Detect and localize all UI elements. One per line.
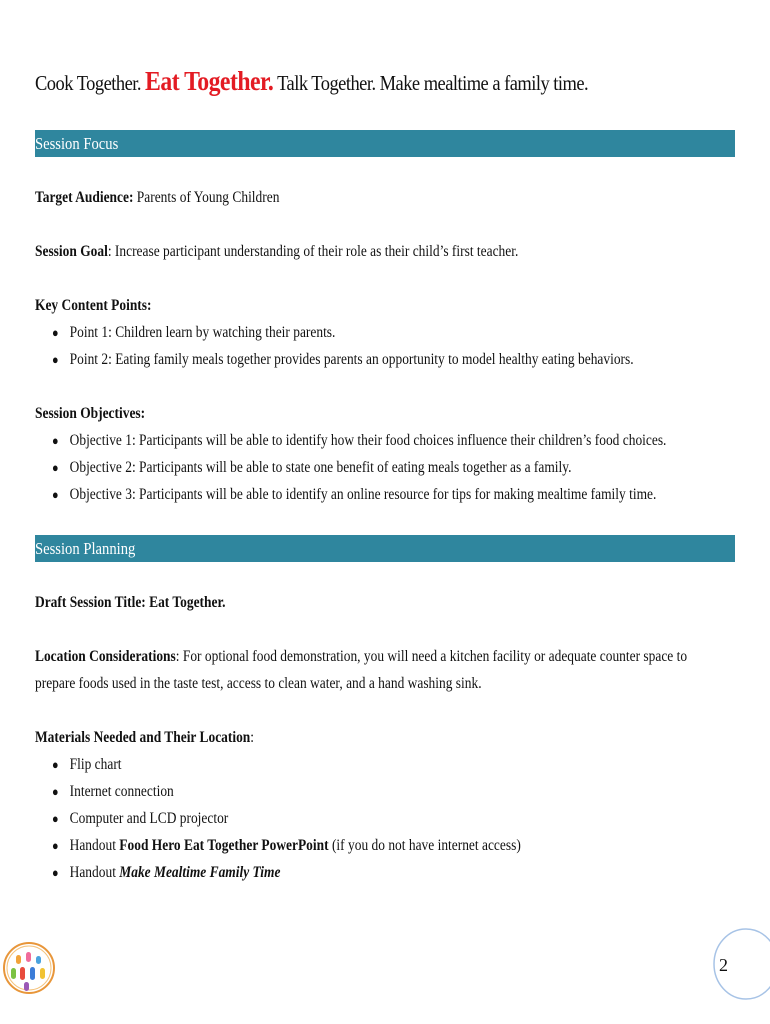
bullet-icon: ● [52, 433, 59, 448]
list-item: ● Point 1: Children learn by watching their parents. [52, 320, 724, 346]
location-considerations-line-1: Location Considerations: For optional food demonstration, you will need a kitchen facility or adequate counter space to [35, 648, 688, 665]
materials-label: Materials Needed and Their Location: [35, 729, 255, 746]
handout-powerpoint-title: Food Hero Eat Together PowerPoint [119, 837, 329, 854]
target-audience-value: Parents of Young Children [136, 189, 280, 206]
bullet-icon: ● [52, 865, 59, 880]
page-title [35, 66, 588, 97]
list-item: ● Handout Food Hero Eat Together PowerPoint (if you do not have internet access) [52, 833, 724, 859]
session-goal-line [35, 239, 657, 265]
list-item: ● Computer and LCD projector [52, 806, 724, 832]
handout-mealtime-title: Make Mealtime Family Time [119, 864, 281, 881]
bullet-icon: ● [52, 325, 59, 340]
bullet-icon: ● [52, 460, 59, 475]
list-item: ● Objective 2: Participants will be able to state one benefit of eating meals together as a family. [52, 455, 724, 481]
list-item: ● Objective 1: Participants will be able to identify how their food choices influence their children’s food choices. [52, 428, 724, 454]
list-item: ● Flip chart [52, 752, 724, 778]
bullet-icon: ● [52, 487, 59, 502]
session-goal-label: Session Goal [35, 243, 108, 260]
key-points-label: Key Content Points: [35, 297, 152, 314]
objectives-label: Session Objectives: [35, 405, 146, 422]
session-focus-heading: Session Focus [35, 130, 735, 157]
list-item: ● Objective 3: Participants will be able to identify an online resource for tips for making mealtime family time. [52, 482, 724, 508]
bullet-icon: ● [52, 757, 59, 772]
target-audience-label: Target Audience: [35, 189, 134, 206]
list-item: ● Internet connection [52, 779, 724, 805]
draft-session-title: Draft Session Title: Eat Together. [35, 594, 226, 611]
list-item: ● Handout Make Mealtime Family Time [52, 860, 724, 886]
location-label: Location Considerations [35, 648, 176, 665]
title-part-1: Cook Together. [35, 71, 141, 95]
list-item: ● Point 2: Eating family meals together provides parents an opportunity to model healthy eating behaviors. [52, 347, 724, 373]
bullet-icon: ● [52, 784, 59, 799]
title-part-2: Talk Together. Make mealtime a family time. [277, 71, 589, 95]
bullet-icon: ● [52, 352, 59, 367]
session-planning-heading: Session Planning [35, 535, 735, 562]
title-accent: Eat Together. [145, 66, 274, 96]
session-goal-value: : Increase participant understanding of their role as their child’s first teacher. [107, 243, 519, 260]
target-audience-line [35, 185, 657, 211]
bullet-icon: ● [52, 838, 59, 853]
page-number: 2 [719, 955, 728, 975]
food-hero-logo [2, 930, 56, 1006]
location-considerations-line-2: prepare foods used in the taste test, access to clean water, and a hand washing sink. [35, 675, 482, 692]
bullet-icon: ● [52, 811, 59, 826]
